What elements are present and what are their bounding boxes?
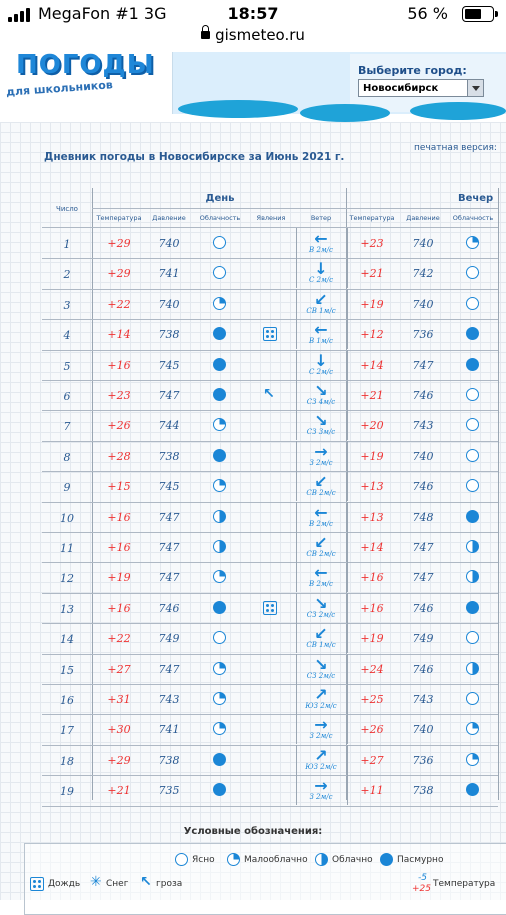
day-number: 4: [63, 329, 71, 342]
wind-text: СЗ 2м/с: [306, 672, 336, 680]
day-temperature: +29: [107, 267, 131, 280]
evening-temperature: +21: [360, 389, 384, 402]
evening-temperature: +16: [360, 571, 384, 584]
wind-arrow-icon: →: [314, 776, 328, 795]
col-phen-header: Явления: [256, 214, 286, 222]
storm-icon: ↖: [140, 874, 152, 890]
day-number: 2: [63, 268, 71, 281]
row-divider: [42, 319, 498, 320]
day-number: 10: [60, 512, 74, 525]
day-number: 14: [60, 633, 74, 646]
legend-snow: Снег: [106, 879, 129, 889]
day-temperature: +29: [107, 754, 131, 767]
evening-pressure: 747: [412, 541, 434, 554]
day-number: 3: [63, 299, 71, 312]
day-pressure: 746: [158, 602, 180, 615]
legend-title: Условные обозначения:: [183, 826, 323, 837]
day-pressure: 743: [158, 693, 180, 706]
day-number: 11: [60, 542, 74, 555]
row-divider: [42, 532, 498, 533]
evening-pressure: 747: [412, 359, 434, 372]
day-cloud-icon: [213, 449, 226, 462]
overcast-icon: [380, 853, 393, 866]
print-version-link[interactable]: печатная версия:: [414, 143, 497, 153]
wind-arrow-icon: ↘: [314, 381, 328, 400]
evening-pressure: 746: [412, 663, 434, 676]
wind-text: З 2м/с: [309, 793, 333, 801]
day-cloud-icon: [213, 479, 226, 492]
wind-text: СЗ 2м/с: [306, 611, 336, 619]
wind-indicator: [296, 655, 346, 680]
day-temperature: +19: [107, 571, 131, 584]
wind-indicator: [296, 563, 346, 588]
battery-percent: 56 %: [407, 4, 448, 23]
day-section-header: День: [205, 193, 235, 204]
storm-icon: ↖: [263, 386, 275, 402]
day-number: 18: [60, 755, 74, 768]
evening-pressure: 736: [412, 328, 434, 341]
col-evening-pressure-header: Давление: [406, 214, 440, 222]
evening-temperature: +23: [360, 237, 384, 250]
day-cloud-icon: [213, 722, 226, 735]
row-divider: [42, 410, 498, 411]
evening-temperature: +19: [360, 450, 384, 463]
wind-arrow-icon: ↙: [314, 533, 328, 552]
evening-cloud-icon: [466, 479, 479, 492]
wind-indicator: [296, 290, 346, 315]
wind-arrow-icon: ←: [314, 229, 328, 248]
evening-cloud-icon: [466, 783, 479, 796]
evening-pressure: 743: [412, 693, 434, 706]
evening-cloud-icon: [466, 297, 479, 310]
day-cloud-icon: [213, 631, 226, 644]
evening-pressure: 740: [412, 298, 434, 311]
day-temperature: +27: [107, 663, 131, 676]
day-number: 8: [63, 451, 71, 464]
day-pressure: 747: [158, 511, 180, 524]
evening-cloud-icon: [466, 388, 479, 401]
evening-cloud-icon: [466, 236, 479, 249]
day-pressure: 738: [158, 754, 180, 767]
evening-temperature: +14: [360, 359, 384, 372]
day-pressure: 741: [158, 267, 180, 280]
wind-arrow-icon: ↘: [314, 594, 328, 613]
day-number: 19: [60, 785, 74, 798]
day-cloud-icon: [213, 358, 226, 371]
row-divider: [42, 471, 498, 472]
legend-cloudy: Облачно: [332, 855, 373, 865]
day-temperature: +23: [107, 389, 131, 402]
wind-text: З 2м/с: [309, 732, 333, 740]
row-divider: [42, 684, 498, 685]
wind-arrow-icon: ↗: [314, 746, 328, 765]
evening-cloud-icon: [466, 540, 479, 553]
row-divider: [42, 441, 498, 442]
row-divider: [42, 350, 498, 351]
rain-icon: [30, 877, 44, 891]
day-temperature: +22: [107, 298, 131, 311]
evening-pressure: 740: [412, 237, 434, 250]
wind-text: СВ 1м/с: [306, 307, 336, 315]
day-cloud-icon: [213, 783, 226, 796]
day-number: 13: [60, 603, 74, 616]
col-number-header: Число: [56, 205, 78, 213]
logo-title: ПОГОДЫ: [16, 52, 155, 80]
day-cloud-icon: [213, 662, 226, 675]
wind-indicator: [296, 229, 346, 254]
wind-indicator: [296, 320, 346, 345]
evening-temperature: +20: [360, 419, 384, 432]
wind-text: В 2м/с: [309, 246, 333, 254]
wind-indicator: [296, 715, 346, 740]
header-bottom-line: [42, 227, 498, 228]
row-divider: [42, 289, 498, 290]
day-pressure: 747: [158, 541, 180, 554]
day-number: 16: [60, 694, 74, 707]
day-temperature: +22: [107, 632, 131, 645]
cloudy-icon: [315, 853, 328, 866]
evening-cloud-icon: [466, 570, 479, 583]
day-pressure: 744: [158, 419, 180, 432]
clear-icon: [175, 853, 188, 866]
legend-storm: гроза: [156, 879, 183, 889]
wind-text: С 2м/с: [308, 368, 334, 376]
col-evening-temp-header: Температура: [349, 214, 395, 222]
day-cloud-icon: [213, 297, 226, 310]
row-divider: [42, 593, 498, 594]
day-cloud-icon: [213, 418, 226, 431]
day-temperature: +15: [107, 480, 131, 493]
evening-temperature: +16: [360, 602, 384, 615]
rain-icon: [263, 327, 277, 341]
day-cloud-icon: [213, 692, 226, 705]
day-temperature: +21: [107, 784, 131, 797]
evening-pressure: 747: [412, 571, 434, 584]
wind-indicator: [296, 594, 346, 619]
day-cloud-icon: [213, 236, 226, 249]
day-number: 6: [63, 390, 71, 403]
header-divider: [92, 208, 498, 209]
wind-indicator: [296, 259, 346, 284]
day-pressure: 735: [158, 784, 180, 797]
day-pressure: 749: [158, 632, 180, 645]
day-pressure: 738: [158, 450, 180, 463]
wind-indicator: [296, 411, 346, 436]
wind-arrow-icon: ↘: [314, 655, 328, 674]
day-cloud-icon: [213, 570, 226, 583]
day-pressure: 747: [158, 663, 180, 676]
wind-indicator: [296, 533, 346, 558]
evening-pressure: 740: [412, 723, 434, 736]
legend-temp-warm: +25: [412, 884, 431, 894]
day-pressure: 738: [158, 328, 180, 341]
wind-indicator: [296, 351, 346, 376]
day-temperature: +16: [107, 541, 131, 554]
evening-pressure: 743: [412, 419, 434, 432]
wind-text: В 2м/с: [309, 520, 333, 528]
evening-temperature: +19: [360, 632, 384, 645]
wind-indicator: [296, 442, 346, 467]
wind-indicator: [296, 746, 346, 771]
day-pressure: 745: [158, 480, 180, 493]
evening-pressure: 749: [412, 632, 434, 645]
col-evening-cloud-header: Облачность: [452, 214, 494, 222]
day-temperature: +28: [107, 450, 131, 463]
col-wind-header: Ветер: [310, 214, 332, 222]
evening-temperature: +25: [360, 693, 384, 706]
row-divider: [42, 502, 498, 503]
wind-indicator: [296, 381, 346, 406]
wind-arrow-icon: →: [314, 715, 328, 734]
partly-cloudy-icon: [227, 853, 240, 866]
wind-indicator: [296, 776, 346, 801]
wind-text: СВ 2м/с: [306, 489, 336, 497]
col-temp-header: Температура: [96, 214, 142, 222]
row-divider: [42, 775, 498, 776]
evening-cloud-icon: [466, 510, 479, 523]
day-cloud-icon: [213, 601, 226, 614]
evening-cloud-icon: [466, 449, 479, 462]
wind-text: ЮЗ 2м/с: [305, 702, 337, 710]
legend-temp: Температура: [433, 879, 496, 889]
evening-cloud-icon: [466, 662, 479, 675]
col-cloud-header: Облачность: [199, 214, 241, 222]
day-number: 9: [63, 481, 71, 494]
legend-partly: Малооблачно: [244, 855, 308, 865]
legend-overcast: Пасмурно: [397, 855, 444, 865]
row-divider: [42, 562, 498, 563]
wind-arrow-icon: ←: [314, 563, 328, 582]
wind-text: СЗ 3м/с: [306, 428, 336, 436]
wind-indicator: [296, 624, 346, 649]
day-cloud-icon: [213, 510, 226, 523]
day-number: 15: [60, 664, 74, 677]
evening-pressure: 746: [412, 480, 434, 493]
evening-temperature: +27: [360, 754, 384, 767]
evening-temperature: +13: [360, 511, 384, 524]
day-cloud-icon: [213, 388, 226, 401]
day-pressure: 747: [158, 571, 180, 584]
evening-pressure: 746: [412, 389, 434, 402]
row-divider: [42, 258, 498, 259]
rain-icon: [263, 601, 277, 615]
row-divider: [42, 806, 498, 807]
evening-pressure: 746: [412, 602, 434, 615]
evening-cloud-icon: [466, 692, 479, 705]
evening-temperature: +24: [360, 663, 384, 676]
wind-text: В 1м/с: [309, 337, 333, 345]
wind-arrow-icon: ↗: [314, 685, 328, 704]
day-temperature: +31: [107, 693, 131, 706]
evening-pressure: 748: [412, 511, 434, 524]
wind-indicator: [296, 503, 346, 528]
day-temperature: +30: [107, 723, 131, 736]
wind-arrow-icon: ↙: [314, 624, 328, 643]
url-domain: gismeteo.ru: [215, 26, 305, 44]
day-number: 1: [63, 238, 71, 251]
evening-cloud-icon: [466, 358, 479, 371]
day-pressure: 740: [158, 298, 180, 311]
carrier-label: MegaFon #1 3G: [38, 4, 167, 23]
wind-text: С 2м/с: [308, 276, 334, 284]
day-pressure: 741: [158, 723, 180, 736]
wind-arrow-icon: ←: [314, 320, 328, 339]
row-divider: [42, 714, 498, 715]
col-pressure-header: Давление: [152, 214, 186, 222]
city-label: Выберите город:: [358, 64, 467, 77]
evening-section-header: Вечер: [458, 193, 494, 204]
day-number: 7: [63, 420, 71, 433]
day-temperature: +16: [107, 359, 131, 372]
wind-text: ЮЗ 2м/с: [305, 763, 337, 771]
day-pressure: 747: [158, 389, 180, 402]
wind-text: СЗ 4м/с: [306, 398, 336, 406]
page-title: Дневник погоды в Новосибирске за Июнь 2021 г.: [44, 151, 345, 163]
row-divider: [42, 745, 498, 746]
evening-cloud-icon: [466, 753, 479, 766]
wind-text: В 2м/с: [309, 580, 333, 588]
evening-pressure: 740: [412, 450, 434, 463]
day-temperature: +29: [107, 237, 131, 250]
day-cloud-icon: [213, 327, 226, 340]
day-temperature: +14: [107, 328, 131, 341]
legend-temp-cold: -5: [418, 873, 427, 883]
evening-cloud-icon: [466, 266, 479, 279]
evening-cloud-icon: [466, 601, 479, 614]
wind-arrow-icon: ←: [314, 503, 328, 522]
wind-indicator: [296, 685, 346, 710]
wind-indicator: [296, 472, 346, 497]
evening-temperature: +13: [360, 480, 384, 493]
row-divider: [42, 380, 498, 381]
legend-clear: Ясно: [192, 855, 215, 865]
day-pressure: 740: [158, 237, 180, 250]
city-select-value: Новосибирск: [363, 83, 439, 94]
snow-icon: ✳: [90, 874, 102, 890]
logo-subtitle: для школьников: [5, 78, 114, 99]
column-divider: [498, 188, 499, 800]
evening-temperature: +12: [360, 328, 384, 341]
row-divider: [42, 654, 498, 655]
wind-text: СВ 2м/с: [306, 550, 336, 558]
evening-pressure: 738: [412, 784, 434, 797]
wind-arrow-icon: ↓: [314, 351, 328, 370]
wind-text: СВ 1м/с: [306, 641, 336, 649]
clock: 18:57: [227, 4, 279, 23]
evening-temperature: +26: [360, 723, 384, 736]
evening-cloud-icon: [466, 631, 479, 644]
wind-arrow-icon: →: [314, 442, 328, 461]
evening-pressure: 742: [412, 267, 434, 280]
wind-arrow-icon: ↓: [314, 259, 328, 278]
day-temperature: +16: [107, 602, 131, 615]
day-number: 5: [63, 360, 71, 373]
evening-cloud-icon: [466, 722, 479, 735]
wind-arrow-icon: ↙: [314, 472, 328, 491]
day-number: 12: [60, 572, 74, 585]
row-divider: [42, 623, 498, 624]
day-number: 17: [60, 724, 74, 737]
column-divider: [92, 188, 93, 800]
evening-temperature: +21: [360, 267, 384, 280]
evening-cloud-icon: [466, 327, 479, 340]
wind-text: З 2м/с: [309, 459, 333, 467]
day-pressure: 745: [158, 359, 180, 372]
evening-pressure: 736: [412, 754, 434, 767]
day-cloud-icon: [213, 753, 226, 766]
legend-rain: Дождь: [48, 879, 81, 889]
wind-arrow-icon: ↙: [314, 290, 328, 309]
evening-temperature: +11: [360, 784, 384, 797]
evening-temperature: +19: [360, 298, 384, 311]
day-cloud-icon: [213, 266, 226, 279]
day-cloud-icon: [213, 540, 226, 553]
day-temperature: +16: [107, 511, 131, 524]
wind-arrow-icon: ↘: [314, 411, 328, 430]
evening-cloud-icon: [466, 418, 479, 431]
evening-temperature: +14: [360, 541, 384, 554]
day-temperature: +26: [107, 419, 131, 432]
